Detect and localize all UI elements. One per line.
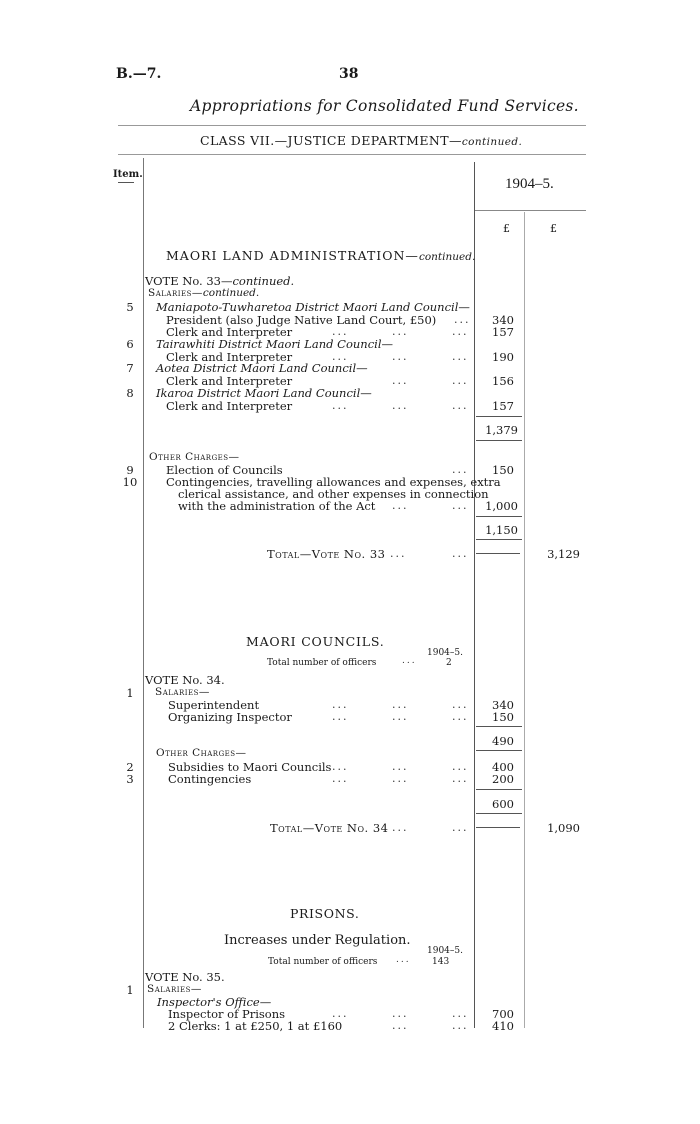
amount-column-divider — [474, 162, 475, 1028]
leader-dots: ... — [452, 1019, 469, 1032]
subtotal-rule — [476, 539, 522, 540]
inspector-of-prisons-amount: 700 — [492, 1007, 514, 1021]
vote-34-heading: VOTE No. 34. — [145, 673, 225, 687]
leader-dots: ... — [392, 1019, 409, 1032]
election-label: Election of Councils — [166, 463, 283, 477]
leader-dots: ... — [392, 698, 409, 711]
leader-dots: ... — [392, 350, 409, 363]
leader-dots: ... — [396, 955, 411, 965]
other-33-subtotal: 1,150 — [485, 523, 518, 537]
councils-officers-label: Total number of officers — [267, 658, 377, 668]
subsidies-label: Subsidies to Maori Councils — [168, 760, 332, 774]
leader-dots: ... — [392, 772, 409, 785]
class-rule — [118, 154, 586, 155]
council-maniapoto: Maniapoto-Tuwharetoa District Maori Land Council— — [156, 300, 470, 314]
year-header-rule — [474, 210, 586, 211]
inspectors-office-heading: Inspector's Office— — [157, 995, 272, 1009]
page-code: B.—7. — [116, 66, 162, 82]
prisons-heading: PRISONS. — [290, 906, 360, 921]
total-rule — [476, 827, 520, 828]
leader-dots: ... — [332, 1007, 349, 1020]
item-number-2: 2 — [126, 760, 134, 774]
leader-dots: ... — [392, 760, 409, 773]
salaries-33-heading — [148, 287, 259, 299]
contingencies-33-line2: clerical assistance, and other expenses in connection — [178, 487, 489, 501]
clerks-amount: 410 — [492, 1019, 514, 1033]
total-vote-34-label: Total—Vote No. 34 — [270, 821, 389, 835]
subtotal-rule — [476, 516, 522, 517]
leader-dots: ... — [390, 547, 407, 560]
leader-dots: ... — [332, 710, 349, 723]
council-ikaroa: Ikaroa District Maori Land Council— — [156, 386, 372, 400]
clerk-maniapoto-label: Clerk and Interpreter — [166, 325, 293, 339]
organizing-inspector-label: Organizing Inspector — [168, 710, 292, 724]
contingencies-33-line1: Contingencies, travelling allowances and expenses, extra — [166, 475, 501, 489]
salaries-33-subtotal: 1,379 — [485, 423, 518, 437]
leader-dots: ... — [452, 710, 469, 723]
contingencies-33-amount: 1,000 — [485, 499, 518, 513]
item-column-divider — [143, 158, 144, 1028]
prisons-officers-count: 143 — [432, 957, 450, 967]
leader-dots: ... — [392, 499, 409, 512]
superintendent-amount: 340 — [492, 698, 514, 712]
maori-land-heading-continued: continued. — [418, 251, 476, 263]
leader-dots: ... — [332, 698, 349, 711]
leader-dots: ... — [392, 1007, 409, 1020]
other-charges-33-heading: Other Charges— — [149, 451, 240, 463]
item-number-6: 6 — [126, 337, 134, 351]
leader-dots: ... — [454, 313, 471, 326]
leader-dots: ... — [392, 399, 409, 412]
class-heading — [200, 133, 522, 148]
councils-officers-year: 1904–5. — [427, 648, 463, 658]
leader-dots: ... — [452, 698, 469, 711]
salaries-34-subtotal: 490 — [492, 734, 514, 748]
leader-dots: ... — [392, 710, 409, 723]
leader-dots: ... — [452, 374, 469, 387]
salaries-33-label: Salaries— — [148, 287, 203, 299]
council-tairawhiti: Tairawhiti District Maori Land Council— — [156, 337, 393, 351]
subtotal-rule — [476, 416, 522, 417]
leader-dots: ... — [452, 821, 469, 834]
subtotal-rule — [476, 440, 522, 441]
currency-symbol-2: £ — [550, 222, 557, 235]
leader-dots: ... — [392, 374, 409, 387]
item-number-3: 3 — [126, 772, 134, 786]
contingencies-33-line3: with the administration of the Act — [178, 499, 376, 513]
president-amount: 340 — [492, 313, 514, 327]
salaries-33-continued: continued. — [202, 287, 260, 299]
maori-councils-heading: MAORI COUNCILS. — [246, 634, 385, 649]
item-number-7: 7 — [126, 361, 134, 375]
total-vote-33-amount: 3,129 — [547, 547, 580, 561]
year-column-header: 1904–5. — [505, 176, 554, 192]
class-heading-continued: continued. — [461, 136, 523, 148]
salaries-34-heading: Salaries— — [155, 686, 210, 698]
clerks-label: 2 Clerks: 1 at £250, 1 at £160 — [168, 1019, 343, 1033]
president-label: President (also Judge Native Land Court, £50) — [166, 313, 437, 327]
item-number-8: 8 — [126, 386, 134, 400]
subtotal-rule — [476, 789, 522, 790]
inspector-of-prisons-label: Inspector of Prisons — [168, 1007, 286, 1021]
vote-33-label: VOTE No. 33— — [145, 274, 233, 288]
currency-symbol-1: £ — [503, 222, 510, 235]
vote-35-heading: VOTE No. 35. — [145, 970, 225, 984]
item-number-5: 5 — [126, 300, 134, 314]
contingencies-34-label: Contingencies — [168, 772, 252, 786]
other-charges-34-heading: Other Charges— — [156, 747, 247, 759]
leader-dots: ... — [452, 499, 469, 512]
leader-dots: ... — [332, 399, 349, 412]
total-rule — [476, 553, 520, 554]
leader-dots: ... — [392, 325, 409, 338]
clerk-maniapoto-amount: 157 — [492, 325, 514, 339]
election-amount: 150 — [492, 463, 514, 477]
leader-dots: ... — [332, 350, 349, 363]
salaries-35-heading: Salaries— — [147, 983, 202, 995]
maori-land-heading — [166, 248, 475, 263]
leader-dots: ... — [452, 350, 469, 363]
leader-dots: ... — [332, 325, 349, 338]
item-number-9: 9 — [126, 463, 134, 477]
header-rule — [118, 125, 586, 126]
leader-dots: ... — [332, 760, 349, 773]
total-vote-34-amount: 1,090 — [547, 821, 580, 835]
maori-land-heading-main: MAORI LAND ADMINISTRATION— — [166, 248, 419, 263]
item-number-1: 1 — [126, 983, 134, 997]
contingencies-34-amount: 200 — [492, 772, 514, 786]
leader-dots: ... — [332, 772, 349, 785]
organizing-inspector-amount: 150 — [492, 710, 514, 724]
clerk-tairawhiti-label: Clerk and Interpreter — [166, 350, 293, 364]
page-number: 38 — [339, 66, 359, 82]
leader-dots: ... — [452, 325, 469, 338]
council-aotea: Aotea District Maori Land Council— — [156, 361, 368, 375]
clerk-ikaroa-label: Clerk and Interpreter — [166, 399, 293, 413]
vote-33-heading — [145, 274, 294, 288]
leader-dots: ... — [402, 656, 417, 666]
class-heading-main: CLASS VII.—JUSTICE DEPARTMENT— — [200, 133, 462, 148]
vote-33-continued: continued. — [232, 274, 295, 288]
clerk-aotea-label: Clerk and Interpreter — [166, 374, 293, 388]
other-34-subtotal: 600 — [492, 797, 514, 811]
leader-dots: ... — [392, 821, 409, 834]
page-title: Appropriations for Consolidated Fund Services. — [190, 97, 579, 115]
clerk-tairawhiti-amount: 190 — [492, 350, 514, 364]
superintendent-label: Superintendent — [168, 698, 260, 712]
prisons-officers-label: Total number of officers — [268, 957, 378, 967]
clerk-ikaroa-amount: 157 — [492, 399, 514, 413]
subtotal-column-divider — [524, 212, 525, 1028]
leader-dots: ... — [452, 760, 469, 773]
leader-dots: ... — [452, 547, 469, 560]
leader-dots: ... — [452, 399, 469, 412]
clerk-aotea-amount: 156 — [492, 374, 514, 388]
subsidies-amount: 400 — [492, 760, 514, 774]
item-header-underline — [118, 182, 134, 183]
leader-dots: ... — [452, 463, 469, 476]
leader-dots: ... — [452, 772, 469, 785]
leader-dots: ... — [452, 1007, 469, 1020]
item-column-header: Item. — [113, 169, 143, 180]
subtotal-rule — [476, 750, 522, 751]
councils-officers-count: 2 — [446, 658, 452, 668]
total-vote-33-label: Total—Vote No. 33 — [267, 547, 386, 561]
item-number-10: 10 — [122, 475, 138, 489]
subtotal-rule — [476, 813, 522, 814]
prisons-subheading: Increases under Regulation. — [224, 933, 411, 948]
prisons-officers-year: 1904–5. — [427, 946, 463, 956]
item-number-1: 1 — [126, 686, 134, 700]
subtotal-rule — [476, 726, 522, 727]
